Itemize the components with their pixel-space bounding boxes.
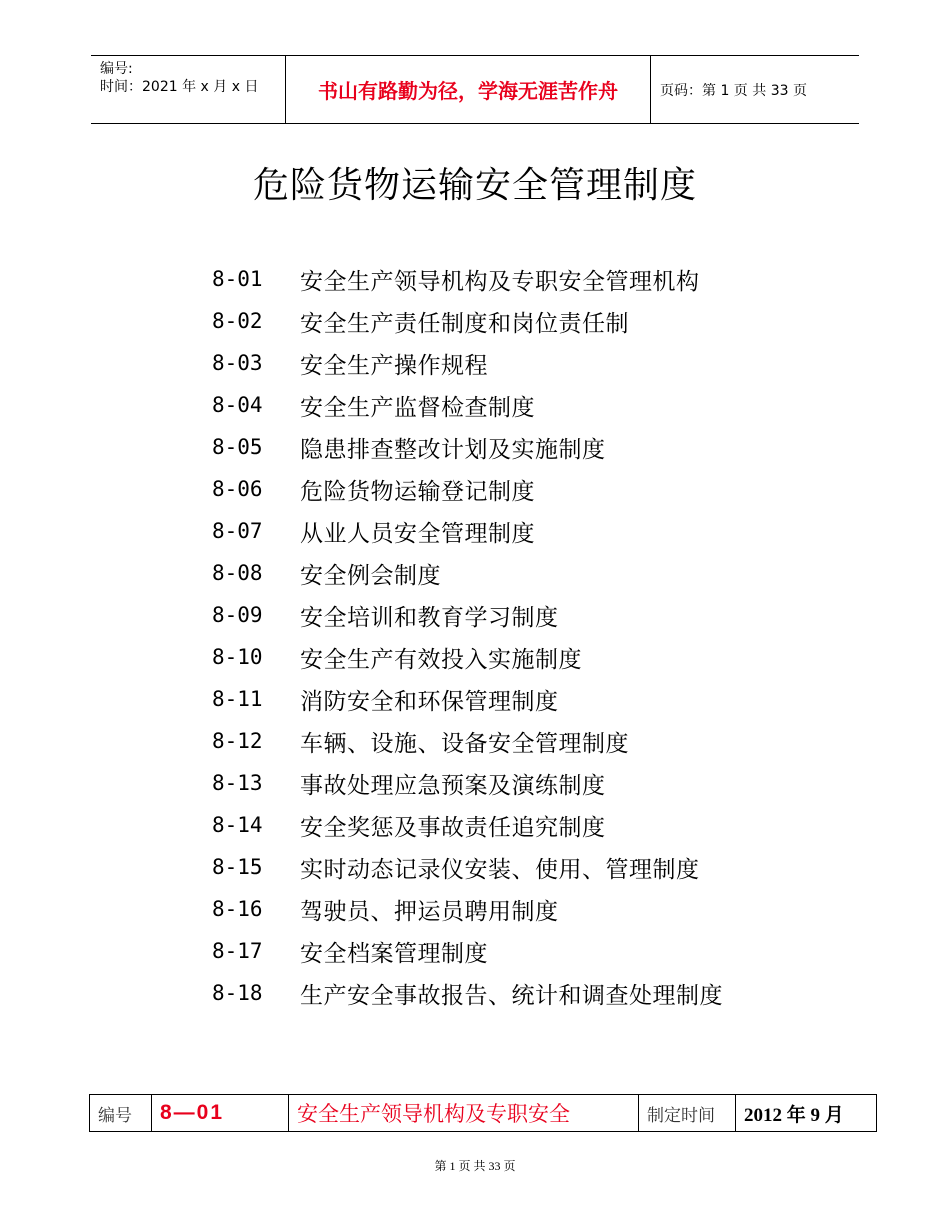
- toc-item-number: 8-02: [212, 309, 263, 333]
- toc-item: [212, 468, 723, 510]
- header-page-info: 页码：第 1 页 共 33 页: [660, 82, 807, 99]
- toc-item-number: 8-08: [212, 561, 263, 585]
- toc-item-number: 8-03: [212, 351, 263, 375]
- header-number-label: 编号:: [100, 61, 133, 77]
- page-footer: 第 1 页 共 33 页: [434, 1159, 516, 1173]
- header-time: 时间：2021 年 x 月 x 日: [100, 79, 259, 95]
- toc-item-title: 安全例会制度: [300, 562, 441, 589]
- toc-item: [212, 720, 723, 762]
- toc-item-title: 安全生产监督检查制度: [300, 394, 535, 421]
- header-motto: 书山有路勤为径，学海无涯苦作舟: [286, 56, 651, 123]
- toc-item-number: 8-10: [212, 645, 263, 669]
- page-header: [91, 55, 859, 124]
- toc-item-number: 8-01: [212, 267, 263, 291]
- date-value: 2012 年 9 月: [736, 1095, 877, 1132]
- toc-item-title: 安全奖惩及事故责任追究制度: [300, 814, 606, 841]
- toc-item-title: 从业人员安全管理制度: [300, 520, 535, 547]
- date-label: 制定时间: [639, 1095, 736, 1132]
- toc-item: [212, 678, 723, 720]
- toc-item-title: 安全生产有效投入实施制度: [300, 646, 582, 673]
- document-info-table: [89, 1094, 877, 1132]
- toc-item-title: 驾驶员、押运员聘用制度: [300, 898, 559, 925]
- toc-item: [212, 552, 723, 594]
- toc-item-number: 8-13: [212, 771, 263, 795]
- toc-item: [212, 762, 723, 804]
- toc-item-title: 安全档案管理制度: [300, 940, 488, 967]
- toc-item-title: 安全培训和教育学习制度: [300, 604, 559, 631]
- toc-item-title: 消防安全和环保管理制度: [300, 688, 559, 715]
- toc-item-number: 8-09: [212, 603, 263, 627]
- toc-item-title: 车辆、设施、设备安全管理制度: [300, 730, 629, 757]
- table-of-contents: [212, 258, 723, 1014]
- toc-item-title: 安全生产领导机构及专职安全管理机构: [300, 268, 700, 295]
- toc-item-title: 危险货物运输登记制度: [300, 478, 535, 505]
- toc-item: [212, 636, 723, 678]
- toc-item: [212, 300, 723, 342]
- toc-item-number: 8-06: [212, 477, 263, 501]
- toc-item: [212, 342, 723, 384]
- toc-item: [212, 258, 723, 300]
- toc-item: [212, 804, 723, 846]
- doc-number-value: 8—01: [152, 1095, 289, 1132]
- toc-item: [212, 510, 723, 552]
- toc-item-number: 8-04: [212, 393, 263, 417]
- toc-item: [212, 972, 723, 1014]
- toc-item-number: 8-16: [212, 897, 263, 921]
- toc-item-title: 生产安全事故报告、统计和调查处理制度: [300, 982, 723, 1009]
- doc-number-label: 编号: [90, 1095, 152, 1132]
- toc-item-number: 8-18: [212, 981, 263, 1005]
- toc-item-number: 8-17: [212, 939, 263, 963]
- doc-title-cell: 安全生产领导机构及专职安全: [289, 1095, 639, 1132]
- header-meta-cell: [91, 56, 286, 123]
- toc-item-number: 8-12: [212, 729, 263, 753]
- toc-item-number: 8-05: [212, 435, 263, 459]
- toc-item: [212, 426, 723, 468]
- toc-item-number: 8-11: [212, 687, 263, 711]
- document-title: 危险货物运输安全管理制度: [252, 165, 697, 206]
- toc-item: [212, 888, 723, 930]
- toc-item-number: 8-07: [212, 519, 263, 543]
- toc-item-title: 实时动态记录仪安装、使用、管理制度: [300, 856, 700, 883]
- toc-item-title: 隐患排查整改计划及实施制度: [300, 436, 606, 463]
- toc-item: [212, 930, 723, 972]
- toc-item-title: 安全生产操作规程: [300, 352, 488, 379]
- toc-item: [212, 384, 723, 426]
- toc-item-number: 8-14: [212, 813, 263, 837]
- toc-item-title: 安全生产责任制度和岗位责任制: [300, 310, 629, 337]
- toc-item-title: 事故处理应急预案及演练制度: [300, 772, 606, 799]
- toc-item: [212, 846, 723, 888]
- toc-item-number: 8-15: [212, 855, 263, 879]
- toc-item: [212, 594, 723, 636]
